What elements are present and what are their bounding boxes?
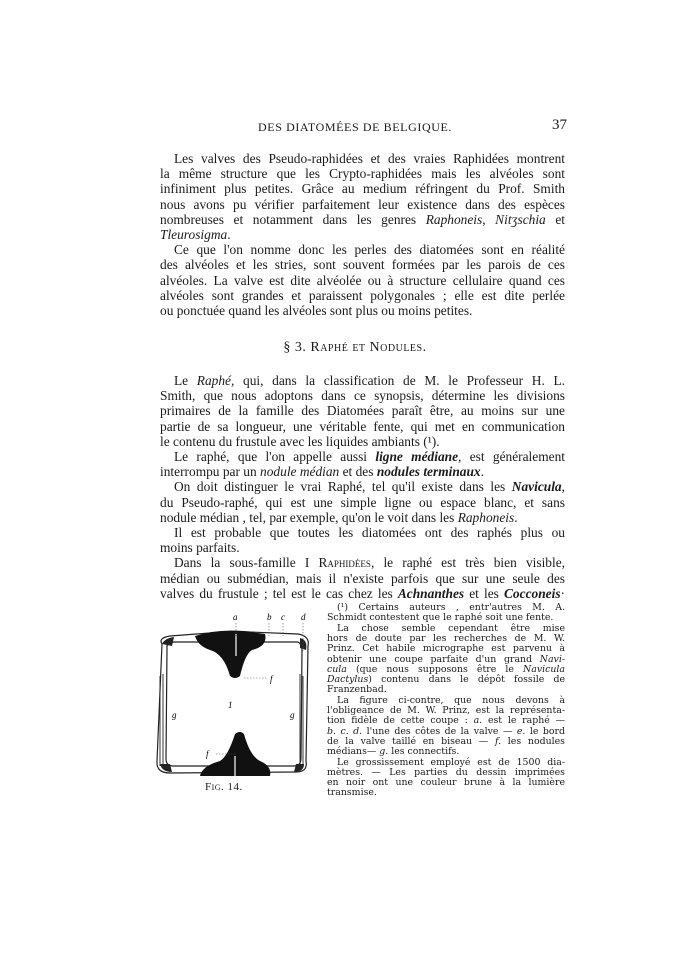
text-span: médian ou submédian, mais il n'existe parfois que sur une seule des bbox=[160, 570, 565, 586]
text-span: et bbox=[545, 211, 566, 227]
text-span: en noir ont une couleur brune à la lumière bbox=[327, 777, 565, 789]
text-span: partie de sa longueur, une véritable fente, qui met en communication bbox=[160, 418, 565, 434]
label-g-left: g bbox=[172, 710, 177, 720]
text-line bbox=[160, 212, 565, 227]
text-span: , est généralement bbox=[458, 449, 565, 464]
text-span: interrompu par un bbox=[160, 464, 261, 480]
emphasis-text: b. c. d. bbox=[327, 725, 363, 737]
label-c: c bbox=[281, 612, 285, 622]
emphasis-text: Tleurosigma bbox=[160, 227, 228, 242]
text-line bbox=[160, 571, 565, 586]
emphasis-text: Raphoneis bbox=[457, 509, 515, 525]
text-span: La chose semble cependant être mise bbox=[337, 622, 565, 634]
text-span: . bbox=[514, 509, 518, 525]
text-span: ou ponctuée quand les alvéoles sont plus ou moins petites. bbox=[160, 303, 473, 318]
text-span: l'obligeance de M. W. Prinz, est la représenta- bbox=[327, 705, 565, 716]
text-line bbox=[174, 555, 565, 570]
section-heading bbox=[270, 340, 440, 356]
label-g-right: g bbox=[290, 710, 295, 720]
text-span: nombreuses et notamment dans les genres bbox=[160, 211, 426, 227]
text-line bbox=[160, 197, 565, 212]
text-line bbox=[160, 181, 565, 196]
text-span: Dans la sous-famille I bbox=[174, 555, 319, 571]
emphasis-text: a. bbox=[473, 715, 483, 727]
text-line bbox=[160, 166, 565, 181]
text-line bbox=[174, 373, 565, 388]
text-span: primaires de la famille des Diatomées paraît être, au moins sur une bbox=[160, 403, 565, 419]
text-line bbox=[160, 288, 565, 303]
text-span: la même structure que les Crypto-raphidées mais les alvéoles sont bbox=[160, 166, 565, 182]
emphasis-text: Navi- bbox=[539, 653, 565, 665]
section-number: § 3. bbox=[283, 340, 307, 355]
text-span: . bbox=[227, 227, 231, 242]
text-line bbox=[174, 449, 565, 464]
text-span: Les valves des Pseudo-raphidées et des vraies Raphidées montrent bbox=[174, 151, 565, 166]
emphasis-text: f. bbox=[494, 735, 502, 747]
emphasis-text: ligne médiane bbox=[375, 449, 459, 464]
text-span: qui, dans la classification de M. le Professeur H. L. bbox=[234, 373, 565, 388]
text-line bbox=[160, 419, 565, 434]
text-span: nodule médian , tel, par exemple, qu'on le voit dans les bbox=[160, 509, 458, 525]
text-span: le contenu du frustule avec les liquides ambiants (¹). bbox=[160, 433, 440, 449]
text-span: (¹) Certains auteurs , entr'autres M. A. bbox=[337, 602, 565, 613]
text-span: infiniment plus petites. Grâce au medium réfringent du Prof. Smith bbox=[160, 181, 565, 197]
text-line bbox=[160, 510, 565, 525]
text-span: . bbox=[480, 464, 484, 480]
emphasis-text: cula bbox=[327, 663, 347, 675]
running-header: DES DIATOMÉES DE BELGIQUE. bbox=[258, 120, 453, 134]
text-span: Ce que l'on nomme donc les perles des diatomées sont en réalité bbox=[174, 242, 565, 258]
text-span: On doit distinguer le vrai Raphé, tel qu'il existe dans les bbox=[174, 479, 512, 495]
label-center: 1 bbox=[228, 700, 233, 710]
emphasis-text: nodules terminaux bbox=[376, 464, 481, 480]
text-span: et des bbox=[339, 464, 377, 480]
text-span: Le grossissement employé est de 1500 dia- bbox=[337, 756, 565, 768]
emphasis-text: Achnanthes bbox=[397, 585, 465, 601]
text-line bbox=[160, 495, 565, 510]
emphasis-text: Navicula bbox=[523, 663, 565, 675]
text-line bbox=[160, 434, 565, 449]
emphasis-text: Raphoneis bbox=[425, 211, 483, 227]
figure-caption: Fig. 14. bbox=[205, 781, 243, 793]
text-line bbox=[174, 242, 565, 257]
text-span: La figure ci-contre, que nous devons à bbox=[337, 694, 565, 706]
emphasis-text: Raphidées bbox=[318, 555, 371, 571]
emphasis-text: Cocconeis bbox=[504, 585, 561, 601]
text-span: Le bbox=[174, 373, 197, 388]
text-span: est le raphé — bbox=[482, 715, 565, 727]
page-number: 37 bbox=[552, 117, 567, 133]
text-span: · bbox=[560, 585, 565, 601]
text-line bbox=[160, 464, 565, 479]
text-span: et les bbox=[464, 585, 504, 601]
text-span: obtenir une coupe parfaite d'un grand bbox=[327, 653, 540, 665]
label-d: d bbox=[301, 612, 306, 622]
text-span: Schmidt contestent que le raphé soit une fente. bbox=[327, 612, 554, 624]
text-line bbox=[160, 586, 565, 601]
text-span: Prinz. Cet habile micrographe est parvenu à bbox=[327, 643, 565, 655]
text-span: l'une des côtes de la valve — bbox=[362, 725, 517, 737]
text-span: alvéoles sont grandes et paraissent polygonales ; elle est dite perlée bbox=[160, 287, 565, 303]
emphasis-text: e. bbox=[516, 725, 526, 737]
text-span: tion fidèle de cette coupe : bbox=[327, 715, 474, 727]
text-span: médians— bbox=[327, 746, 380, 758]
label-f-top: f bbox=[270, 674, 273, 684]
text-span: mètres. — Les parties du dessin imprimées bbox=[327, 766, 565, 778]
text-line bbox=[160, 403, 565, 418]
emphasis-text: Navicula bbox=[511, 479, 562, 495]
text-span: Le raphé, que l'on appelle aussi bbox=[174, 449, 376, 464]
text-span: , bbox=[482, 211, 496, 227]
text-line bbox=[160, 303, 565, 318]
text-line bbox=[174, 525, 565, 540]
emphasis-text: Raphé, bbox=[196, 373, 235, 388]
text-span: ) contenu dans le dépôt fossile de bbox=[368, 674, 565, 686]
text-line bbox=[160, 540, 565, 555]
text-span: Smith, que nous adoptons dans ce synopsis, détermine les divisions bbox=[160, 388, 565, 404]
text-span: nous avons pu vérifier parfaitement leur existence dans des espèces bbox=[160, 196, 565, 212]
text-span: hors de doute par les recherches de M. W. bbox=[327, 632, 565, 644]
text-line bbox=[160, 257, 565, 272]
text-span: de la valve taillé en biseau — bbox=[327, 735, 495, 747]
text-span: valves du frustule ; tel est le cas chez les bbox=[160, 585, 398, 601]
emphasis-text: Nitʒschia bbox=[495, 211, 546, 227]
label-a: a bbox=[233, 612, 238, 622]
label-b: b bbox=[267, 612, 272, 622]
text-span: Il est probable que toutes les diatomées ont des raphés plus ou bbox=[174, 525, 565, 540]
emphasis-text: nodule médian bbox=[260, 464, 340, 480]
text-span: moins parfaits. bbox=[160, 540, 240, 556]
section-title: Raphé et Nodules. bbox=[310, 340, 427, 355]
figure-14-diatom-section bbox=[140, 606, 325, 781]
text-line bbox=[160, 273, 565, 288]
emphasis-text: g. bbox=[379, 746, 389, 758]
text-span: (que nous supposons être le bbox=[346, 663, 524, 675]
text-span: le bord bbox=[525, 725, 565, 737]
text-line bbox=[174, 151, 565, 166]
text-line bbox=[174, 479, 565, 494]
text-span: du Pseudo-raphé, qui est une simple ligne ou espace blanc, et sans bbox=[160, 494, 565, 510]
text-line bbox=[160, 227, 565, 242]
text-span: Franzenbad. bbox=[327, 684, 387, 696]
text-span: , le raphé est très bien visible, bbox=[370, 555, 565, 571]
text-span: les connectifs. bbox=[388, 746, 460, 758]
label-f-bottom: f bbox=[206, 749, 209, 759]
text-span: alvéoles. La valve est dite alvéolée ou à structure cellulaire quand ces bbox=[160, 272, 565, 288]
text-line bbox=[327, 788, 565, 799]
emphasis-text: Dactylus bbox=[327, 674, 369, 686]
text-line bbox=[160, 388, 565, 403]
text-span: transmise. bbox=[327, 787, 377, 799]
text-span: des alvéoles et les stries, sont souvent formées par les parois de ces bbox=[160, 257, 565, 273]
text-span: les nodules bbox=[501, 735, 565, 747]
text-span: , bbox=[561, 479, 565, 495]
